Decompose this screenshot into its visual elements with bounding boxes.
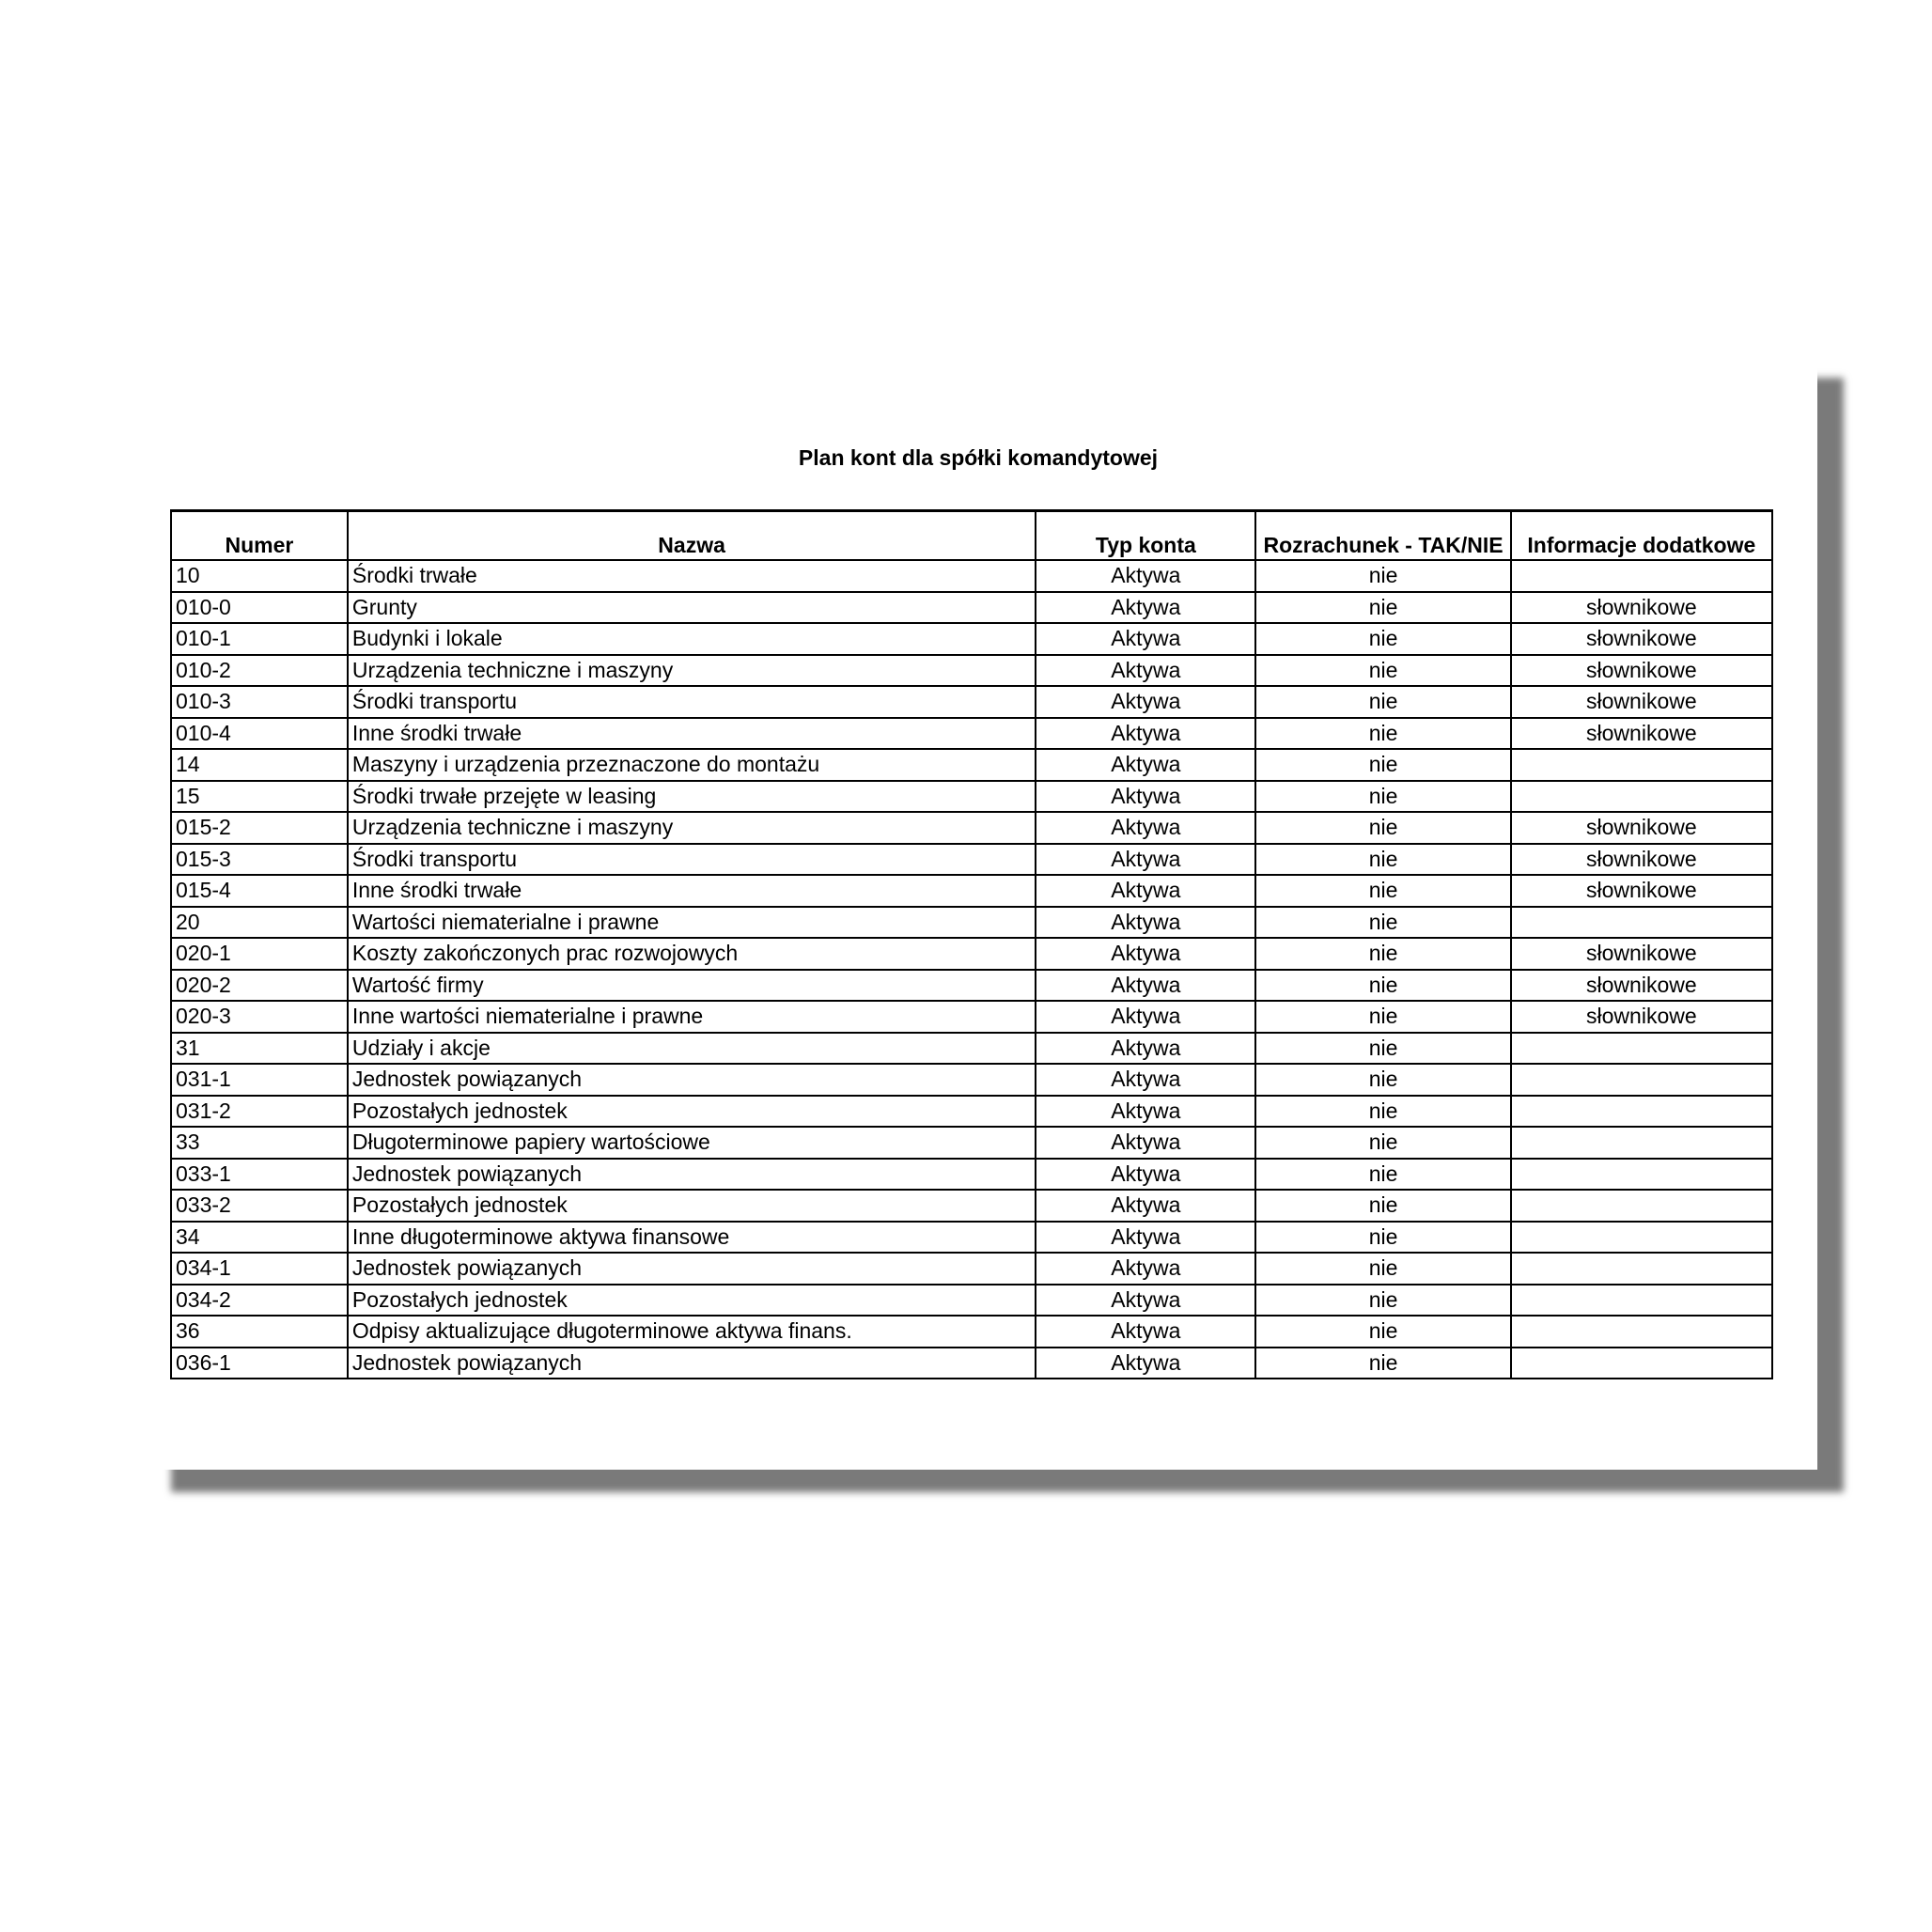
- cell-numer: 010-3: [171, 686, 348, 718]
- cell-rozrachunek: nie: [1255, 1064, 1510, 1096]
- cell-informacje: [1511, 1190, 1772, 1222]
- cell-informacje: [1511, 907, 1772, 939]
- cell-informacje: [1511, 1159, 1772, 1191]
- header-numer: Numer: [171, 511, 348, 561]
- cell-informacje: słownikowe: [1511, 875, 1772, 907]
- table-row: [171, 970, 1772, 1002]
- cell-rozrachunek: nie: [1255, 749, 1510, 781]
- cell-rozrachunek: nie: [1255, 1033, 1510, 1065]
- cell-typ-konta: Aktywa: [1036, 1159, 1255, 1191]
- cell-rozrachunek: nie: [1255, 718, 1510, 750]
- document-title: Plan kont dla spółki komandytowej: [798, 445, 1159, 470]
- cell-numer: 034-2: [171, 1285, 348, 1317]
- cell-numer: 010-0: [171, 592, 348, 624]
- cell-rozrachunek: nie: [1255, 1190, 1510, 1222]
- cell-numer: 31: [171, 1033, 348, 1065]
- table-row: [171, 560, 1772, 592]
- table-row: [171, 1190, 1772, 1222]
- header-nazwa: Nazwa: [348, 511, 1036, 561]
- cell-numer: 34: [171, 1222, 348, 1254]
- cell-informacje: [1511, 1222, 1772, 1254]
- header-informacje-dodatkowe: Informacje dodatkowe: [1511, 511, 1772, 561]
- table-row: [171, 1001, 1772, 1033]
- table-row: [171, 938, 1772, 970]
- cell-numer: 020-2: [171, 970, 348, 1002]
- table-row: [171, 1064, 1772, 1096]
- table-row: [171, 1253, 1772, 1285]
- cell-numer: 33: [171, 1127, 348, 1159]
- table-row: [171, 1348, 1772, 1379]
- cell-numer: 010-1: [171, 623, 348, 655]
- cell-informacje: słownikowe: [1511, 970, 1772, 1002]
- cell-numer: 015-2: [171, 812, 348, 844]
- cell-typ-konta: Aktywa: [1036, 1348, 1255, 1379]
- cell-numer: 033-2: [171, 1190, 348, 1222]
- cell-nazwa: Jednostek powiązanych: [348, 1064, 1036, 1096]
- table-row: [171, 592, 1772, 624]
- table-row: [171, 1316, 1772, 1348]
- cell-informacje: słownikowe: [1511, 1001, 1772, 1033]
- cell-rozrachunek: nie: [1255, 812, 1510, 844]
- cell-rozrachunek: nie: [1255, 1159, 1510, 1191]
- cell-rozrachunek: nie: [1255, 875, 1510, 907]
- cell-typ-konta: Aktywa: [1036, 1253, 1255, 1285]
- header-typ-konta: Typ konta: [1036, 511, 1255, 561]
- cell-nazwa: Inne środki trwałe: [348, 718, 1036, 750]
- cell-numer: 010-2: [171, 655, 348, 687]
- cell-nazwa: Jednostek powiązanych: [348, 1253, 1036, 1285]
- cell-numer: 015-4: [171, 875, 348, 907]
- cell-typ-konta: Aktywa: [1036, 812, 1255, 844]
- cell-numer: 010-4: [171, 718, 348, 750]
- cell-informacje: [1511, 1064, 1772, 1096]
- cell-typ-konta: Aktywa: [1036, 1096, 1255, 1128]
- cell-typ-konta: Aktywa: [1036, 1316, 1255, 1348]
- table-row: [171, 812, 1772, 844]
- cell-rozrachunek: nie: [1255, 592, 1510, 624]
- table-row: [171, 1033, 1772, 1065]
- cell-typ-konta: Aktywa: [1036, 875, 1255, 907]
- cell-rozrachunek: nie: [1255, 1348, 1510, 1379]
- cell-typ-konta: Aktywa: [1036, 718, 1255, 750]
- cell-rozrachunek: nie: [1255, 938, 1510, 970]
- table-row: [171, 623, 1772, 655]
- table-row: [171, 875, 1772, 907]
- cell-rozrachunek: nie: [1255, 781, 1510, 813]
- cell-numer: 015-3: [171, 844, 348, 876]
- table-row: [171, 749, 1772, 781]
- cell-nazwa: Maszyny i urządzenia przeznaczone do montażu: [348, 749, 1036, 781]
- cell-informacje: słownikowe: [1511, 718, 1772, 750]
- cell-nazwa: Pozostałych jednostek: [348, 1190, 1036, 1222]
- cell-numer: 20: [171, 907, 348, 939]
- cell-numer: 020-3: [171, 1001, 348, 1033]
- table-row: [171, 781, 1772, 813]
- cell-rozrachunek: nie: [1255, 686, 1510, 718]
- cell-nazwa: Budynki i lokale: [348, 623, 1036, 655]
- cell-typ-konta: Aktywa: [1036, 686, 1255, 718]
- cell-informacje: słownikowe: [1511, 812, 1772, 844]
- table-row: [171, 1096, 1772, 1128]
- cell-nazwa: Inne środki trwałe: [348, 875, 1036, 907]
- cell-numer: 031-2: [171, 1096, 348, 1128]
- cell-nazwa: Grunty: [348, 592, 1036, 624]
- table-row: [171, 1127, 1772, 1159]
- cell-rozrachunek: nie: [1255, 907, 1510, 939]
- cell-nazwa: Pozostałych jednostek: [348, 1096, 1036, 1128]
- cell-typ-konta: Aktywa: [1036, 749, 1255, 781]
- table-row: [171, 907, 1772, 939]
- cell-numer: 034-1: [171, 1253, 348, 1285]
- cell-typ-konta: Aktywa: [1036, 623, 1255, 655]
- cell-typ-konta: Aktywa: [1036, 1222, 1255, 1254]
- cell-informacje: [1511, 1316, 1772, 1348]
- cell-nazwa: Środki trwałe: [348, 560, 1036, 592]
- cell-informacje: słownikowe: [1511, 655, 1772, 687]
- table-row: [171, 686, 1772, 718]
- cell-informacje: [1511, 1096, 1772, 1128]
- table-row: [171, 844, 1772, 876]
- cell-typ-konta: Aktywa: [1036, 592, 1255, 624]
- chart-of-accounts-table: [170, 509, 1773, 1379]
- cell-nazwa: Środki transportu: [348, 844, 1036, 876]
- cell-rozrachunek: nie: [1255, 1285, 1510, 1317]
- cell-typ-konta: Aktywa: [1036, 655, 1255, 687]
- cell-rozrachunek: nie: [1255, 1096, 1510, 1128]
- cell-typ-konta: Aktywa: [1036, 970, 1255, 1002]
- table-body: [171, 560, 1772, 1379]
- cell-nazwa: Jednostek powiązanych: [348, 1159, 1036, 1191]
- cell-informacje: [1511, 749, 1772, 781]
- cell-typ-konta: Aktywa: [1036, 907, 1255, 939]
- cell-nazwa: Wartości niematerialne i prawne: [348, 907, 1036, 939]
- cell-informacje: słownikowe: [1511, 844, 1772, 876]
- cell-nazwa: Długoterminowe papiery wartościowe: [348, 1127, 1036, 1159]
- cell-nazwa: Urządzenia techniczne i maszyny: [348, 812, 1036, 844]
- cell-rozrachunek: nie: [1255, 1001, 1510, 1033]
- cell-typ-konta: Aktywa: [1036, 1033, 1255, 1065]
- cell-informacje: [1511, 1127, 1772, 1159]
- cell-numer: 031-1: [171, 1064, 348, 1096]
- cell-rozrachunek: nie: [1255, 1316, 1510, 1348]
- cell-informacje: słownikowe: [1511, 938, 1772, 970]
- cell-numer: 036-1: [171, 1348, 348, 1379]
- cell-rozrachunek: nie: [1255, 1253, 1510, 1285]
- cell-typ-konta: Aktywa: [1036, 781, 1255, 813]
- cell-informacje: [1511, 1348, 1772, 1379]
- cell-nazwa: Urządzenia techniczne i maszyny: [348, 655, 1036, 687]
- cell-numer: 020-1: [171, 938, 348, 970]
- cell-typ-konta: Aktywa: [1036, 844, 1255, 876]
- cell-informacje: [1511, 560, 1772, 592]
- table-row: [171, 655, 1772, 687]
- cell-numer: 033-1: [171, 1159, 348, 1191]
- table-row: [171, 1159, 1772, 1191]
- cell-typ-konta: Aktywa: [1036, 1001, 1255, 1033]
- cell-rozrachunek: nie: [1255, 844, 1510, 876]
- cell-numer: 10: [171, 560, 348, 592]
- cell-nazwa: Środki trwałe przejęte w leasing: [348, 781, 1036, 813]
- cell-nazwa: Wartość firmy: [348, 970, 1036, 1002]
- cell-nazwa: Jednostek powiązanych: [348, 1348, 1036, 1379]
- header-rozrachunek: Rozrachunek - TAK/NIE: [1255, 511, 1510, 561]
- cell-rozrachunek: nie: [1255, 970, 1510, 1002]
- table-header-row: [171, 511, 1772, 561]
- cell-nazwa: Inne długoterminowe aktywa finansowe: [348, 1222, 1036, 1254]
- cell-informacje: słownikowe: [1511, 623, 1772, 655]
- cell-nazwa: Pozostałych jednostek: [348, 1285, 1036, 1317]
- cell-typ-konta: Aktywa: [1036, 1285, 1255, 1317]
- cell-nazwa: Inne wartości niematerialne i prawne: [348, 1001, 1036, 1033]
- cell-informacje: [1511, 781, 1772, 813]
- cell-typ-konta: Aktywa: [1036, 1127, 1255, 1159]
- cell-rozrachunek: nie: [1255, 1222, 1510, 1254]
- cell-rozrachunek: nie: [1255, 560, 1510, 592]
- cell-informacje: słownikowe: [1511, 592, 1772, 624]
- table-row: [171, 1222, 1772, 1254]
- cell-informacje: słownikowe: [1511, 686, 1772, 718]
- cell-typ-konta: Aktywa: [1036, 560, 1255, 592]
- cell-informacje: [1511, 1253, 1772, 1285]
- document-sheet: [139, 355, 1817, 1470]
- table-row: [171, 718, 1772, 750]
- cell-typ-konta: Aktywa: [1036, 938, 1255, 970]
- cell-numer: 15: [171, 781, 348, 813]
- cell-informacje: [1511, 1285, 1772, 1317]
- cell-nazwa: Odpisy aktualizujące długoterminowe aktywa finans.: [348, 1316, 1036, 1348]
- cell-rozrachunek: nie: [1255, 655, 1510, 687]
- cell-typ-konta: Aktywa: [1036, 1190, 1255, 1222]
- cell-nazwa: Koszty zakończonych prac rozwojowych: [348, 938, 1036, 970]
- cell-numer: 36: [171, 1316, 348, 1348]
- cell-numer: 14: [171, 749, 348, 781]
- cell-nazwa: Środki transportu: [348, 686, 1036, 718]
- cell-informacje: [1511, 1033, 1772, 1065]
- cell-rozrachunek: nie: [1255, 1127, 1510, 1159]
- cell-rozrachunek: nie: [1255, 623, 1510, 655]
- cell-typ-konta: Aktywa: [1036, 1064, 1255, 1096]
- cell-nazwa: Udziały i akcje: [348, 1033, 1036, 1065]
- table-row: [171, 1285, 1772, 1317]
